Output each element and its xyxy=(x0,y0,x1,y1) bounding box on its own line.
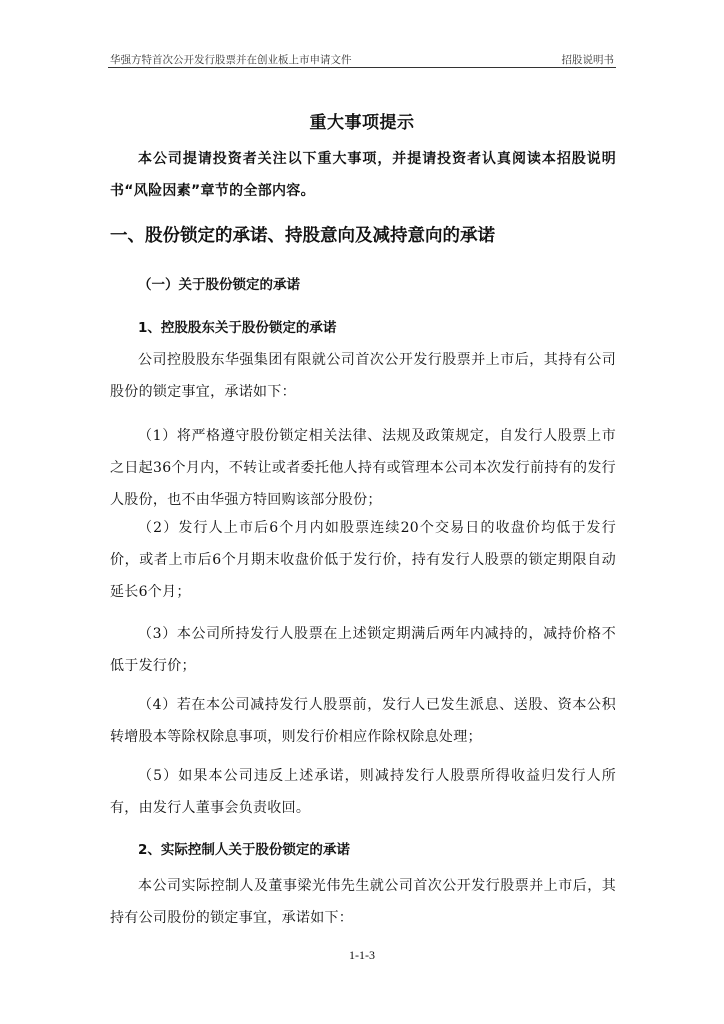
header-document-type: 招股说明书 xyxy=(561,54,614,66)
body-paragraph: 公司控股股东华强集团有限就公司首次公开发行股票并上市后，其持有公司股份的锁定事宜，承诺如下： xyxy=(110,352,616,400)
commitment-item-5: （5）如果本公司违反上述承诺，则减持发行人股票所得收益归发行人所有，由发行人董事会负责收回。 xyxy=(110,768,616,816)
subsection-heading-share-lock-commitment: （一）关于股份锁定的承诺 xyxy=(138,277,300,293)
item-heading-actual-controller: 2、实际控制人关于股份锁定的承诺 xyxy=(138,842,350,858)
commitment-item-4: （4）若在本公司减持发行人股票前，发行人已发生派息、送股、资本公积转增股本等除权除息事项，则发行价相应作除权除息处理； xyxy=(110,697,616,745)
body-paragraph: 本公司实际控制人及董事梁光伟先生就公司首次公开发行股票并上市后，其持有公司股份的锁定事宜，承诺如下： xyxy=(110,878,616,926)
item-heading-controlling-shareholder: 1、控股股东关于股份锁定的承诺 xyxy=(138,320,337,336)
header-document-title: 华强方特首次公开发行股票并在创业板上市申请文件 xyxy=(110,54,352,66)
commitment-item-2: （2）发行人上市后6个月内如股票连续20个交易日的收盘价均低于发行价，或者上市后6个月期末收盘价低于发行价，持有发行人股票的锁定期限自动延长6个月； xyxy=(110,520,616,600)
commitment-item-3: （3）本公司所持发行人股票在上述锁定期满后两年内减持的，减持价格不低于发行价； xyxy=(110,626,616,674)
page-title: 重大事项提示 xyxy=(309,113,415,133)
intro-paragraph: 本公司提请投资者关注以下重大事项，并提请投资者认真阅读本招股说明书“风险因素”章节的全部内容。 xyxy=(110,151,616,199)
commitment-item-1: （1）将严格遵守股份锁定相关法律、法规及政策规定，自发行人股票上市之日起36个月内，不转让或者委托他人持有或管理本公司本次发行前持有的发行人股份，也不由华强方特回购该部分股份； xyxy=(110,428,616,508)
section-heading-share-lock: 一、股份锁定的承诺、持股意向及减持意向的承诺 xyxy=(110,226,495,246)
page-number: 1-1-3 xyxy=(349,948,375,962)
running-header xyxy=(108,49,616,68)
